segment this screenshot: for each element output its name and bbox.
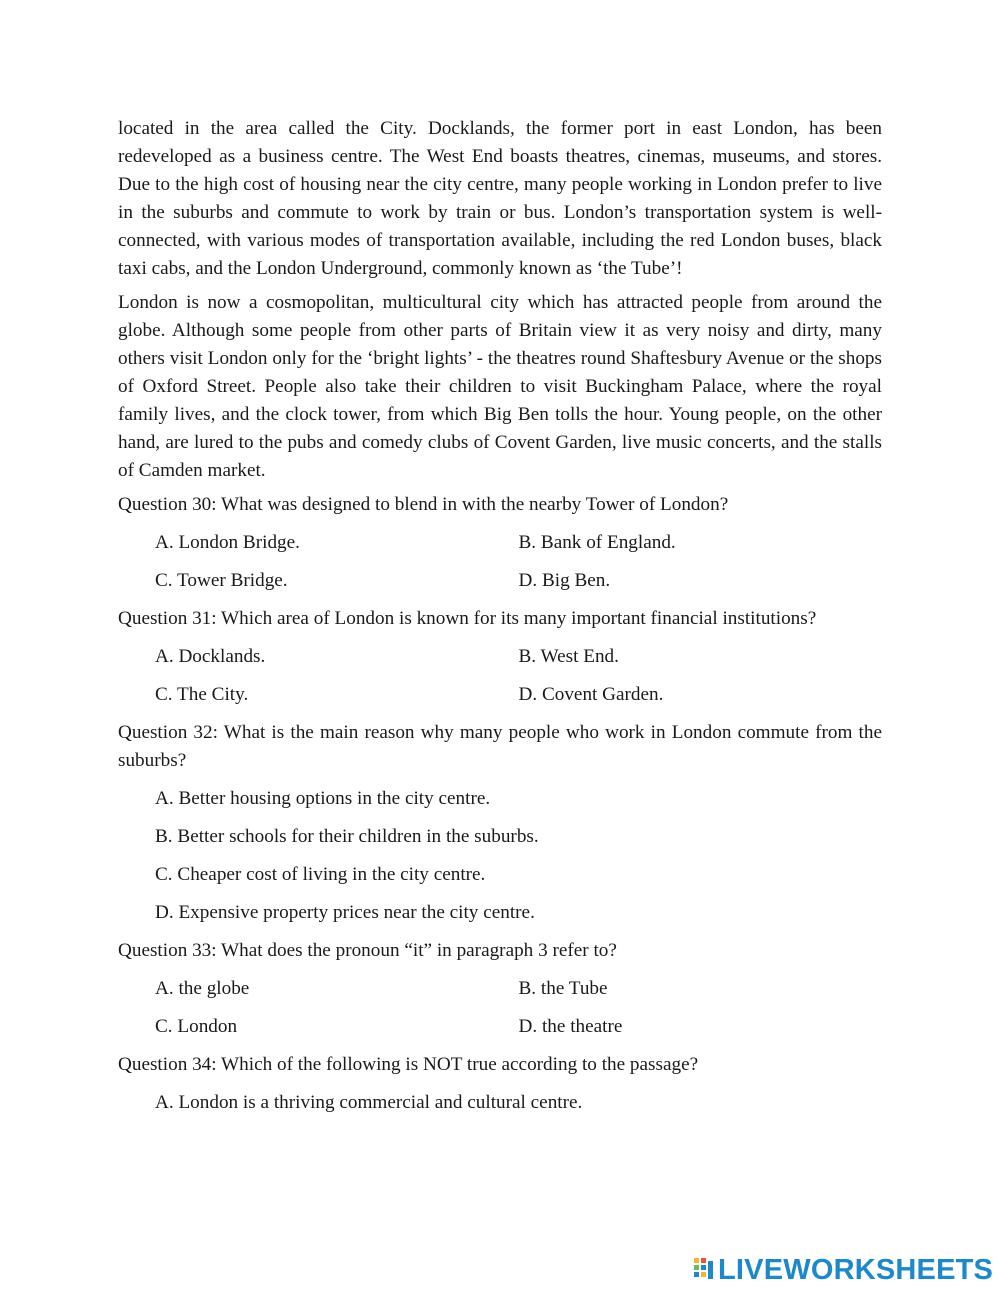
option-a[interactable]: A. Docklands. [155,646,266,667]
options-row [118,567,882,595]
question-32: Question 32: What is the main reason why many people who work in London commute from the suburbs? [118,722,882,771]
option-d[interactable]: D. the theatre [518,1016,623,1037]
passage-paragraph: London is now a cosmopolitan, multicultural city which has attracted people from around the globe. Although some people from other parts of Britain view it as very noisy and dirty, many others visit London only for the ‘bright lights’ - the theatres round Shaftesbury Avenue or the shops of Oxford Street. People also take their children to visit Buckingham Palace, where the royal family lives, and the clock tower, from which Big Ben tolls the hour. Young people, on the other hand, are lured to the pubs and comedy clubs of Covent Garden, live music concerts, and the stalls of Camden market. [118,292,882,481]
option-c[interactable]: C. The City. [155,684,249,705]
worksheet-content [118,115,882,1127]
question-33: Question 33: What does the pronoun “it” in paragraph 3 refer to? [118,940,617,961]
option-c[interactable]: C. Tower Bridge. [155,570,288,591]
option-b[interactable]: B. West End. [518,646,619,667]
question-34: Question 34: Which of the following is NOT true according to the passage? [118,1054,699,1075]
option-b[interactable]: B. Better schools for their children in the suburbs. [155,826,539,847]
question-31: Question 31: Which area of London is known for its many important financial institutions? [118,608,817,629]
option-d[interactable]: D. Covent Garden. [518,684,664,705]
option-d[interactable]: D. Expensive property prices near the city centre. [155,902,535,923]
option-a[interactable]: A. Better housing options in the city centre. [155,788,491,809]
option-a[interactable]: A. London is a thriving commercial and cultural centre. [155,1092,583,1113]
option-d[interactable]: D. Big Ben. [518,570,611,591]
option-c[interactable]: C. Cheaper cost of living in the city centre. [155,864,486,885]
option-a[interactable]: A. the globe [155,978,250,999]
options-row [118,643,882,671]
options-row [118,1013,882,1041]
question-30: Question 30: What was designed to blend in with the nearby Tower of London? [118,494,729,515]
options-row [118,975,882,1003]
option-c[interactable]: C. London [155,1016,238,1037]
option-b[interactable]: B. the Tube [518,978,608,999]
options-row [118,681,882,709]
options-row [118,529,882,557]
logo-text: LIVEWORKSHEETS [718,1254,994,1286]
option-b[interactable]: B. Bank of England. [518,532,676,553]
liveworksheets-logo [693,1255,993,1285]
option-a[interactable]: A. London Bridge. [155,532,300,553]
liveworksheets-logo-icon [693,1257,715,1283]
passage-paragraph: located in the area called the City. Docklands, the former port in east London, has been redeveloped as a business centre. The West End boasts theatres, cinemas, museums, and stores. Due to the high cost of housing near the city centre, many people working in London prefer to live in the suburbs and commute to work by train or bus. London’s transportation system is well-connected, with various modes of transportation available, including the red London buses, black taxi cabs, and the London Underground, commonly known as ‘the Tube’! [118,118,882,279]
